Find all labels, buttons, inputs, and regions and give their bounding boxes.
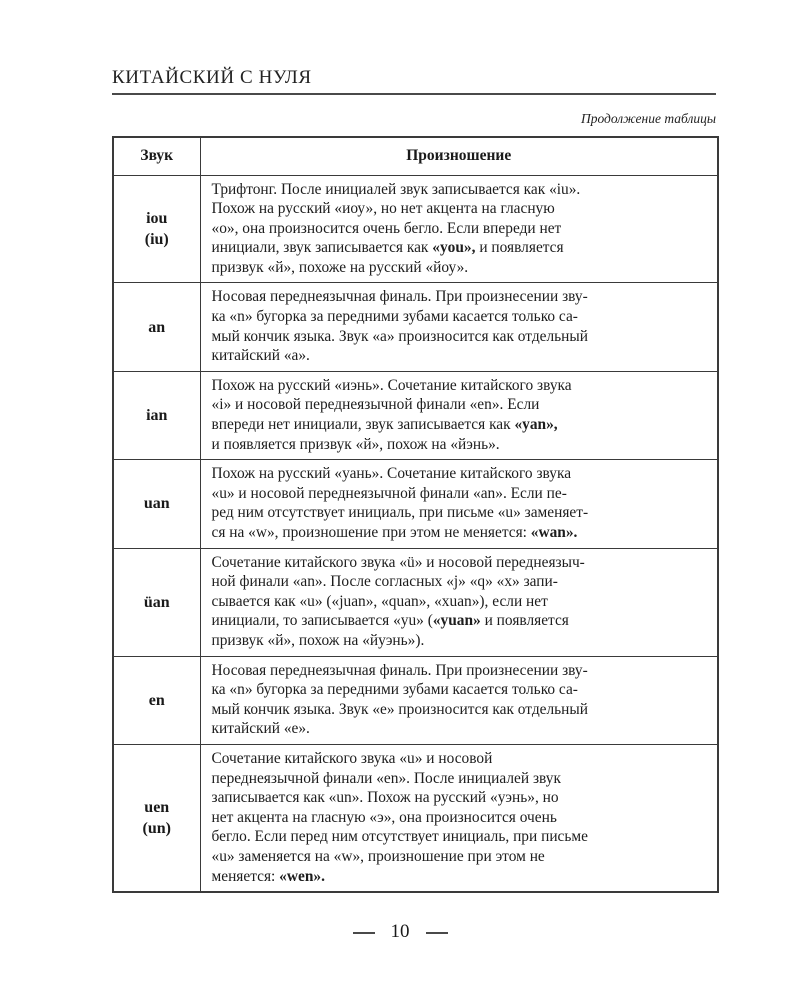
text-line [212,572,710,592]
text-segment: бегло. Если перед ним отсутствует инициаль, при письме [211,828,588,846]
table-continuation-note: Продолжение таблицы [580,111,716,126]
text-segment: записывается как «un». Похож на русский «уэнь», но [211,789,559,807]
text-line [212,719,710,739]
sound-cell [113,371,200,459]
text-line [212,395,710,415]
text-segment: переднеязычной финали «en». После инициалей звук [211,769,561,787]
text-line [212,661,710,681]
sound-label: an [148,318,166,336]
table-body [113,175,718,892]
bold-example: «yan», [514,416,558,434]
text-segment: инициали, звук записывается как [211,239,433,257]
text-segment: Носовая переднеязычная финаль. При произнесении зву- [211,288,588,306]
left-dash-ornament [353,932,375,934]
text-line [212,464,710,484]
text-segment: меняется: [211,867,280,885]
sound-label: iou [146,209,168,227]
text-segment: Похож на русский «иоу», но нет акцента на гласную [211,200,555,218]
sound-cell [113,548,200,656]
text-line [212,376,710,396]
page-number: 10 [390,921,410,942]
text-segment: ред ним отсутствует инициаль, при письме «u» заменяет- [211,504,589,522]
table-row [113,460,718,548]
pronunciation-cell [200,371,718,459]
text-line [212,238,710,258]
text-segment: нет акцента на гласную «э», она произносится очень [211,808,557,826]
text-segment: «u» и носовой переднеязычной финали «an». Если пе- [211,484,567,502]
text-segment: ной финали «an». После согласных «j» «q» «x» запи- [211,573,558,591]
sound-alt-spelling: (iu) [144,230,169,248]
text-line [212,788,710,808]
text-segment: Похож на русский «уань». Сочетание китайского звука [211,465,572,483]
text-segment: Сочетание китайского звука «u» и носовой [211,749,493,767]
table-row [113,371,718,459]
table-header-row [113,137,718,175]
text-segment: и появляется [475,239,564,257]
text-line [212,258,710,278]
text-line [212,808,710,828]
pronunciation-cell [200,548,718,656]
column-header-sound: Звук [113,137,200,175]
text-segment: «о», она произносится очень бегло. Если впереди нет [211,219,562,237]
text-line [212,523,710,543]
text-segment: призвук «й», похоже на русский «йоу». [211,258,469,276]
text-line [212,553,710,573]
text-line [212,180,710,200]
pronunciation-cell [200,460,718,548]
sound-cell [113,744,200,892]
text-line [212,592,710,612]
text-segment: «i» и носовой переднеязычной финали «en». Если [211,396,540,414]
text-segment: «u» заменяется на «w», произношение при этом не [211,847,545,865]
bold-example: «wen». [279,867,325,885]
sound-cell [113,460,200,548]
text-segment: Носовая переднеязычная финаль. При произнесении зву- [211,661,588,679]
text-segment: Похож на русский «иэнь». Сочетание китайского звука [211,376,572,394]
pronunciation-cell [200,283,718,371]
sound-label: uen [144,799,170,817]
pronunciation-table [112,136,719,893]
text-line [212,867,710,887]
text-segment: ка «n» бугорка за передними зубами касается только са- [211,681,578,699]
bold-example: «you», [432,239,476,257]
sound-alt-spelling: (un) [142,820,171,838]
pronunciation-cell [200,744,718,892]
text-line [212,700,710,720]
text-segment: Трифтонг. После инициалей звук записывается как «iu». [211,180,581,198]
text-line [212,503,710,523]
text-line [212,611,710,631]
text-segment: инициали, то записывается «yu» ( [211,612,433,630]
bold-example: «yuan» [432,612,481,630]
sound-label: üan [143,593,170,611]
pronunciation-cell [200,175,718,283]
column-header-pronunciation: Произношение [200,137,718,175]
table-row [113,548,718,656]
text-line [212,199,710,219]
text-segment: впереди нет инициали, звук записывается как [211,416,515,434]
text-line [212,847,710,867]
text-line [212,435,710,455]
text-line [212,219,710,239]
book-title: КИТАЙСКИЙ С НУЛЯ [112,67,312,88]
text-segment: и появляется призвук «й», похож на «йэнь». [211,435,500,453]
sound-cell [113,175,200,283]
text-segment: мый кончик языка. Звук «е» произносится как отдельный [211,700,588,718]
text-segment: сывается как «u» («juan», «quan», «xuan»), если нет [211,592,548,610]
text-line [212,769,710,789]
sound-cell [113,656,200,744]
table-row [113,283,718,371]
table-row [113,656,718,744]
table-row [113,175,718,283]
sound-label: ian [146,407,168,425]
text-segment: китайский «е». [211,720,310,738]
text-line [212,827,710,847]
text-line [212,415,710,435]
running-head [112,66,716,95]
text-segment: ка «n» бугорка за передними зубами касается только са- [211,308,578,326]
text-line [212,346,710,366]
text-segment: и появляется [480,612,569,630]
page-footer [0,921,800,943]
bold-example: «wan». [530,524,578,541]
pronunciation-cell [200,656,718,744]
right-dash-ornament [426,932,448,934]
text-line [212,307,710,327]
text-segment: китайский «а». [211,347,310,365]
sound-label: en [148,691,165,709]
text-line [212,680,710,700]
text-segment: Сочетание китайского звука «ü» и носовой переднеязыч- [211,553,585,571]
text-line [212,327,710,347]
text-segment: ся на «w», произношение при этом не меняется: [211,524,531,541]
text-line [212,484,710,504]
sound-cell [113,283,200,371]
text-segment: призвук «й», похож на «йуэнь»). [211,631,425,649]
text-line [212,749,710,769]
sound-label: uan [143,495,170,513]
text-line [212,287,710,307]
text-line [212,631,710,651]
text-segment: мый кончик языка. Звук «а» произносится как отдельный [211,327,588,345]
table-row [113,744,718,892]
